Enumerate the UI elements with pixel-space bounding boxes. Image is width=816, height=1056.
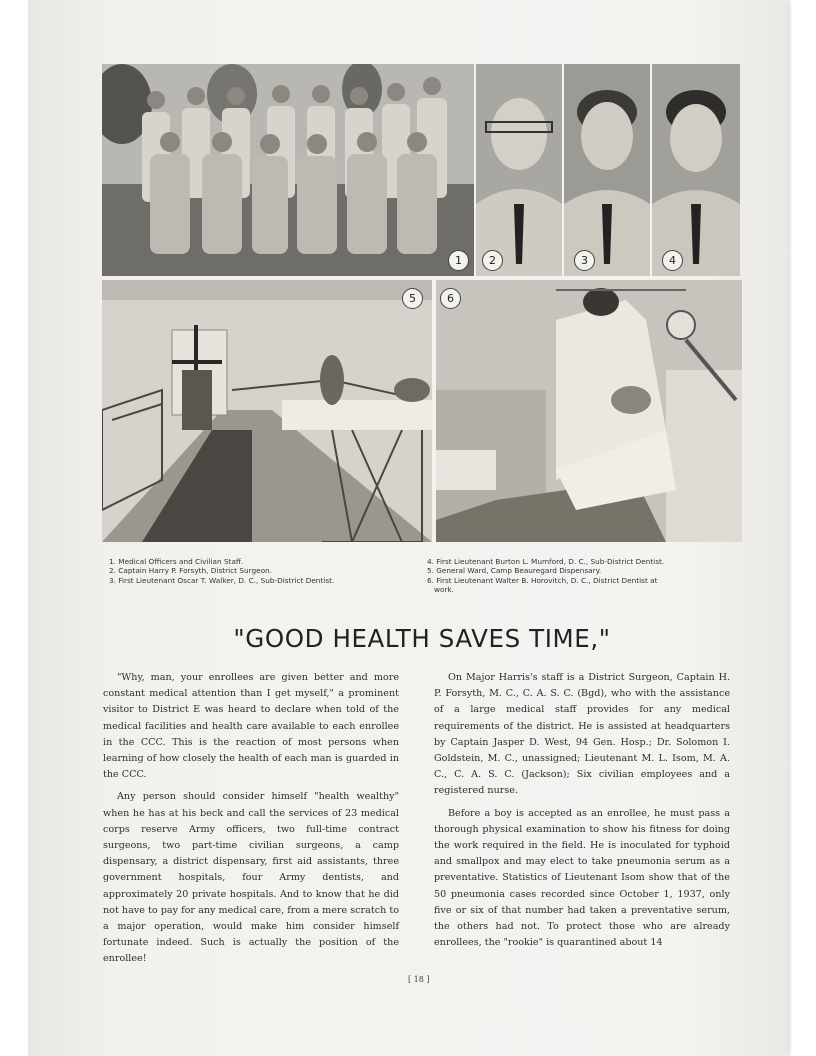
photo-general-ward — [102, 280, 432, 542]
ward-photo-image — [102, 280, 432, 542]
article-headline: "GOOD HEALTH SAVES TIME," — [233, 624, 611, 653]
page-number: [ 18 ] — [408, 975, 430, 984]
paragraph: On Major Harris's staff is a District Surgeon, Captain H. P. Forsyth, M. C., C. A. S. C. (Bgd), who with the assistance of a large medical staff provides for any medical requirements of the district. He is assisted at headquarters by Captain Jasper D. West, 94 Gen. Hosp.; Dr. Solomon I. Goldstein, M. C., unassigned; Lieutenant M. L. Isom, M. A. C., C. A. S. C. (Jackson); Six civilian employees and a registered nurse. — [434, 672, 730, 797]
portrait-image — [564, 64, 650, 276]
article-column-right — [434, 670, 730, 957]
caption-2: 2. Captain Harry P. Forsyth, District Surgeon. — [109, 566, 272, 576]
paragraph: Any person should consider himself "health wealthy" when he has at his beck and call the services of 23 medical corps reserve Army officers, two full-time contract surgeons, two part-time civilian surgeons, a camp dispensary, a district dispensary, first aid assistants, three government hospitals, four Army dentists, and approximately 20 private hospitals. And to know that he did not have to pay for any medical care, from a mere scratch to a major operation, would make him consider himself fortunate indeed. Such is actually the position of the enrollee! — [103, 791, 399, 965]
photo-portrait-walker — [564, 64, 650, 276]
photo-medical-staff-group — [102, 64, 474, 276]
caption-5: 5. General Ward, Camp Beauregard Dispensary. — [427, 566, 602, 576]
photo-portrait-mumford — [652, 64, 740, 276]
photo-number-3: 3 — [574, 250, 595, 271]
paragraph: "Why, man, your enrollees are given better and more constant medical attention than I get myself," a prominent visitor to District E was heard to declare when told of the medical facilities and health care available to each enrollee in the CCC. This is the reaction of most persons when learning of how closely the health of each man is guarded in the CCC. — [103, 672, 399, 781]
photo-number-1: 1 — [448, 250, 469, 271]
group-photo-image — [102, 64, 474, 276]
photo-number-6: 6 — [440, 288, 461, 309]
article-column-left — [103, 670, 399, 974]
paragraph: Before a boy is accepted as an enrollee, he must pass a thorough physical examination to show his fitness for doing the work required in the field. He is inoculated for typhoid and smallpox and may elect to take pneumonia serum as a preventative. Statistics of Lieutenant Isom show that of the 50 pneumonia cases recorded since October 1, 1937, only five or six of that number had taken a preventative serum, the others had not. To protect those who are already enrollees, the "rookie" is quarantined about 14 — [434, 807, 730, 949]
caption-4: 4. First Lieutenant Burton L. Mumford, D. C., Sub-District Dentist. — [427, 557, 665, 566]
photo-captions-left — [109, 557, 334, 585]
caption-6: 6. First Lieutenant Walter B. Horovitch, D. C., District Dentist at — [427, 575, 658, 585]
photo-dentist-at-work — [436, 280, 742, 542]
portrait-image — [476, 64, 562, 276]
photo-captions-right — [427, 557, 664, 594]
portrait-image — [652, 64, 740, 276]
caption-1: 1. Medical Officers and Civilian Staff. — [109, 557, 244, 566]
photo-portrait-forsyth — [476, 64, 562, 276]
caption-6-continued: work. — [434, 584, 454, 594]
photo-number-4: 4 — [662, 250, 683, 271]
dentist-photo-image — [436, 280, 742, 542]
caption-3: 3. First Lieutenant Oscar T. Walker, D. C., Sub-District Dentist. — [109, 575, 335, 585]
photo-number-5: 5 — [402, 288, 423, 309]
photo-number-2: 2 — [482, 250, 503, 271]
